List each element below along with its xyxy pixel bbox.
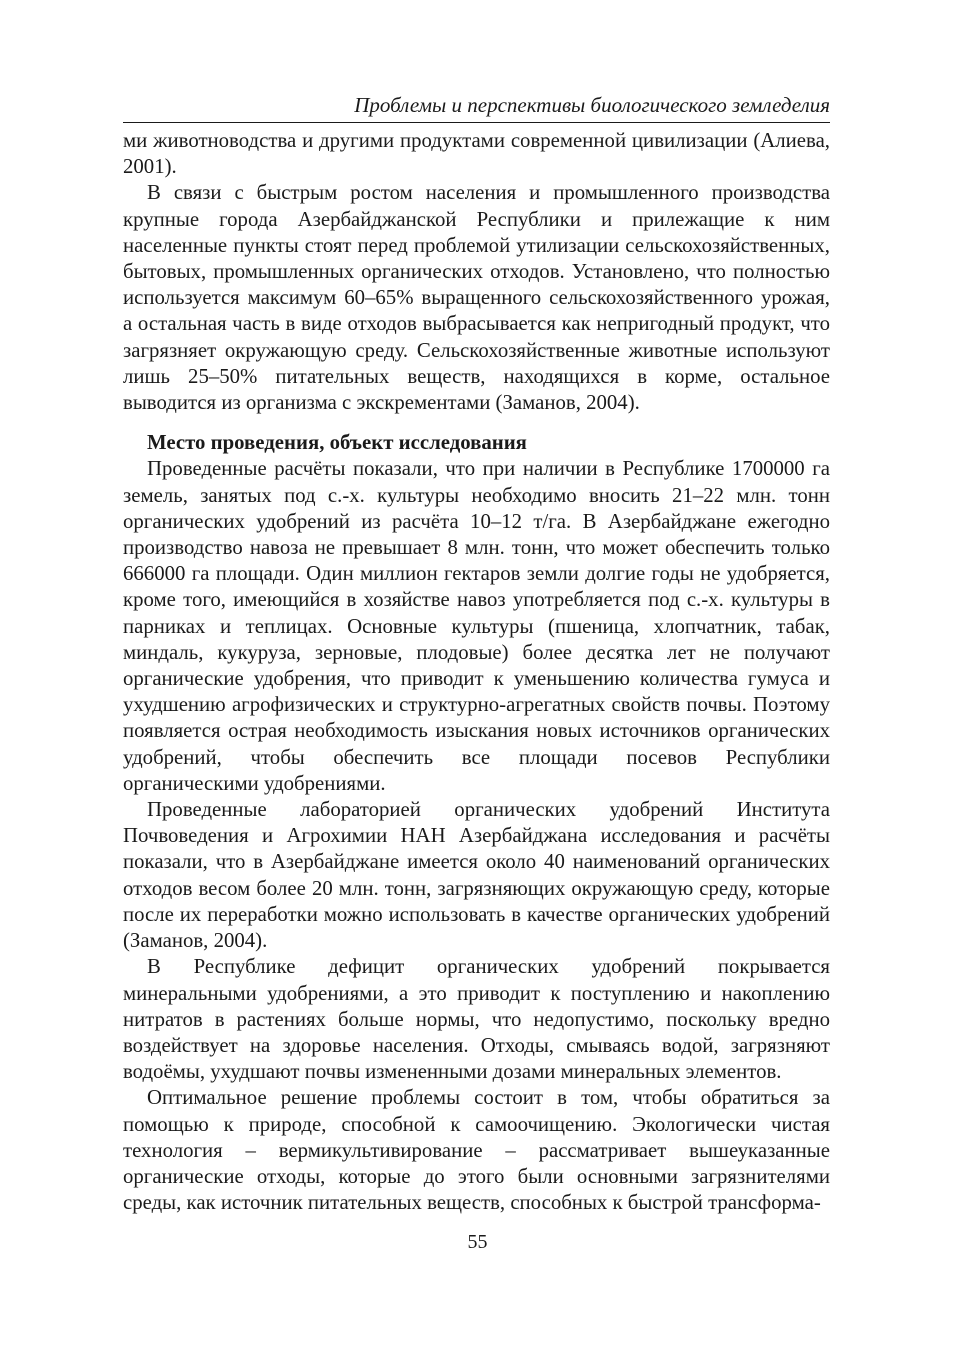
section-paragraph: В Республике дефицит органических удобрений покрывается минеральными удобрениями, а это приводит к поступлению и накоплению нитратов в растениях больше нормы, что недопустимо, поскольку вредно воздействует на здоровье населения. Отходы, смываясь водой, загрязняют водоёмы, ухудшают почвы измененными дозами минеральных элементов. bbox=[123, 955, 830, 1084]
paragraph-intro: В связи с быстрым ростом населения и промышленного производства крупные города Азербайджанской Республики и прилежащие к ним населенные пункты стоят перед проблемой утилизации сельскохозяйственных, бытовых, промышленных органических отходов. Установлено, что полностью используется максимум 60–65% выращенного сельскохозяйственного урожая, а остальная часть в виде отходов выбрасывается как непригодный продукт, что загрязняет окружающую среду. Сельскохозяйственные животные используют лишь 25–50% питательных веществ, находящихся в корме, остальное выводится из организма с экскрементами (Заманов, 2004). bbox=[123, 181, 830, 415]
page-number: 55 bbox=[467, 1231, 488, 1253]
body-text bbox=[123, 128, 830, 1216]
running-header: Проблемы и перспективы биологического земледелия bbox=[354, 93, 830, 117]
section-paragraph: Проведенные расчёты показали, что при наличии в Республике 1700000 га земель, занятых под с.-х. культуры необходимо вносить 21–22 млн. тонн органических удобрений из расчёта 10–12 т/га. В Азербайджане ежегодно производство навоза не превышает 8 млн. тонн, что может обеспечить только 666000 га площади. Один миллион гектаров земли долгие годы не удобряется, кроме того, имеющийся в хозяйстве навоз употребляется под с.-х. культуры в парниках и теплицах. Основные культуры (пшеница, хлопчатник, табак, миндаль, кукуруза, зерновые, плодовые) более десятка лет не получают органические удобрения, что приводит к уменьшению количества гумуса и ухудшению агрофизических и структурно-агрегатных свойств почвы. Поэтому появляется острая необходимость изыскания новых источников органических удобрений, чтобы обеспечить все площади посевов Республики органическими удобрениями. bbox=[123, 457, 830, 795]
section-heading: Место проведения, объект исследования bbox=[147, 431, 527, 455]
header-rule bbox=[123, 122, 830, 123]
section-paragraph: Проведенные лабораторией органических удобрений Института Почвоведения и Агрохимии НАН Азербайджана исследования и расчёты показали, что в Азербайджане имеется около 40 наименований органических отходов весом более 20 млн. тонн, загрязняющих окружающую среду, которые после их переработки можно использовать в качестве органических удобрений (Заманов, 2004). bbox=[123, 798, 830, 953]
paragraph-continuation: ми животноводства и другими продуктами современной цивилизации (Алиева, 2001). bbox=[123, 129, 830, 179]
section-paragraph: Оптимальное решение проблемы состоит в том, чтобы обратиться за помощью к природе, способной к самоочищению. Экологически чистая технология – вермикультивирование – рассматривает вышеуказанные органические отходы, которые до этого были основными загрязнителями среды, как источник питательных веществ, способных к быстрой трансформа- bbox=[123, 1086, 830, 1215]
